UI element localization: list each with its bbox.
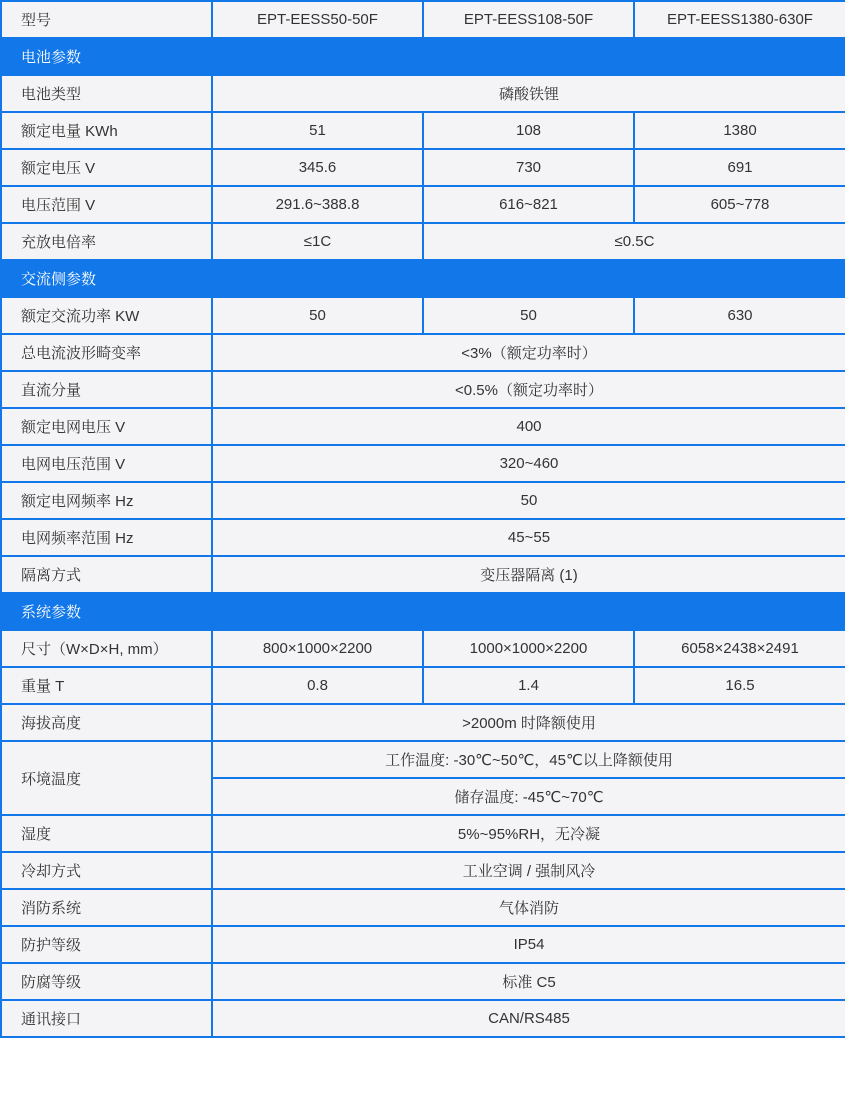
spec-label: 额定电压 V (1, 149, 212, 186)
spec-value: 691 (634, 149, 845, 186)
spec-label: 电网电压范围 V (1, 445, 212, 482)
table-row (1, 630, 845, 667)
spec-value: 磷酸铁锂 (212, 75, 845, 112)
table-row-model (1, 1, 845, 38)
table-row (1, 371, 845, 408)
spec-value: <3%（额定功率时） (212, 334, 845, 371)
spec-value: 51 (212, 112, 423, 149)
spec-label: 环境温度 (1, 741, 212, 815)
spec-value: 储存温度: -45℃~70℃ (212, 778, 845, 815)
spec-value: CAN/RS485 (212, 1000, 845, 1037)
spec-value: 气体消防 (212, 889, 845, 926)
model-name: EPT-EESS50-50F (212, 1, 423, 38)
table-row (1, 482, 845, 519)
table-row (1, 408, 845, 445)
table-row (1, 445, 845, 482)
table-row (1, 112, 845, 149)
spec-label: 总电流波形畸变率 (1, 334, 212, 371)
spec-label: 湿度 (1, 815, 212, 852)
spec-value: 108 (423, 112, 634, 149)
spec-label: 额定电网频率 Hz (1, 482, 212, 519)
table-row (1, 223, 845, 260)
spec-value: 400 (212, 408, 845, 445)
spec-value: 工作温度: -30℃~50℃，45℃以上降额使用 (212, 741, 845, 778)
table-row (1, 741, 845, 778)
spec-label: 通讯接口 (1, 1000, 212, 1037)
spec-value: >2000m 时降额使用 (212, 704, 845, 741)
spec-value: 50 (212, 482, 845, 519)
spec-value: 345.6 (212, 149, 423, 186)
table-row (1, 704, 845, 741)
spec-value: 320~460 (212, 445, 845, 482)
spec-value: 800×1000×2200 (212, 630, 423, 667)
spec-label: 额定交流功率 KW (1, 297, 212, 334)
spec-value: 变压器隔离 (1) (212, 556, 845, 593)
table-row (1, 556, 845, 593)
model-name: EPT-EESS1380-630F (634, 1, 845, 38)
table-row (1, 926, 845, 963)
spec-label: 电压范围 V (1, 186, 212, 223)
spec-value: 50 (212, 297, 423, 334)
spec-value: IP54 (212, 926, 845, 963)
spec-value: 16.5 (634, 667, 845, 704)
spec-label: 充放电倍率 (1, 223, 212, 260)
section-title: 电池参数 (1, 38, 845, 75)
spec-value: 50 (423, 297, 634, 334)
table-row (1, 297, 845, 334)
model-name: EPT-EESS108-50F (423, 1, 634, 38)
table-row (1, 889, 845, 926)
spec-value: 616~821 (423, 186, 634, 223)
spec-value: 45~55 (212, 519, 845, 556)
table-row (1, 75, 845, 112)
spec-label: 电网频率范围 Hz (1, 519, 212, 556)
spec-value: <0.5%（额定功率时） (212, 371, 845, 408)
table-row (1, 149, 845, 186)
table-row (1, 852, 845, 889)
spec-value: 605~778 (634, 186, 845, 223)
section-header-ac-side (1, 260, 845, 297)
table-row (1, 667, 845, 704)
spec-label: 型号 (1, 1, 212, 38)
spec-value: 630 (634, 297, 845, 334)
spec-value: ≤0.5C (423, 223, 845, 260)
table-row (1, 963, 845, 1000)
spec-label: 冷却方式 (1, 852, 212, 889)
table-row (1, 815, 845, 852)
section-title: 系统参数 (1, 593, 845, 630)
spec-value: 工业空调 / 强制风冷 (212, 852, 845, 889)
spec-label: 防护等级 (1, 926, 212, 963)
spec-value: 730 (423, 149, 634, 186)
spec-label: 隔离方式 (1, 556, 212, 593)
table-row (1, 1000, 845, 1037)
spec-value: ≤1C (212, 223, 423, 260)
spec-value: 0.8 (212, 667, 423, 704)
spec-value: 1000×1000×2200 (423, 630, 634, 667)
spec-label: 尺寸（W×D×H, mm） (1, 630, 212, 667)
spec-label: 额定电量 KWh (1, 112, 212, 149)
spec-label: 重量 T (1, 667, 212, 704)
section-header-system (1, 593, 845, 630)
section-header-battery (1, 38, 845, 75)
spec-value: 1380 (634, 112, 845, 149)
table-row (1, 334, 845, 371)
spec-label: 海拔高度 (1, 704, 212, 741)
spec-value: 1.4 (423, 667, 634, 704)
spec-value: 291.6~388.8 (212, 186, 423, 223)
spec-label: 直流分量 (1, 371, 212, 408)
spec-label: 额定电网电压 V (1, 408, 212, 445)
section-title: 交流侧参数 (1, 260, 845, 297)
spec-value: 6058×2438×2491 (634, 630, 845, 667)
spec-value: 5%~95%RH，无冷凝 (212, 815, 845, 852)
table-row (1, 519, 845, 556)
spec-label: 防腐等级 (1, 963, 212, 1000)
spec-label: 消防系统 (1, 889, 212, 926)
spec-value: 标准 C5 (212, 963, 845, 1000)
table-row (1, 186, 845, 223)
spec-label: 电池类型 (1, 75, 212, 112)
